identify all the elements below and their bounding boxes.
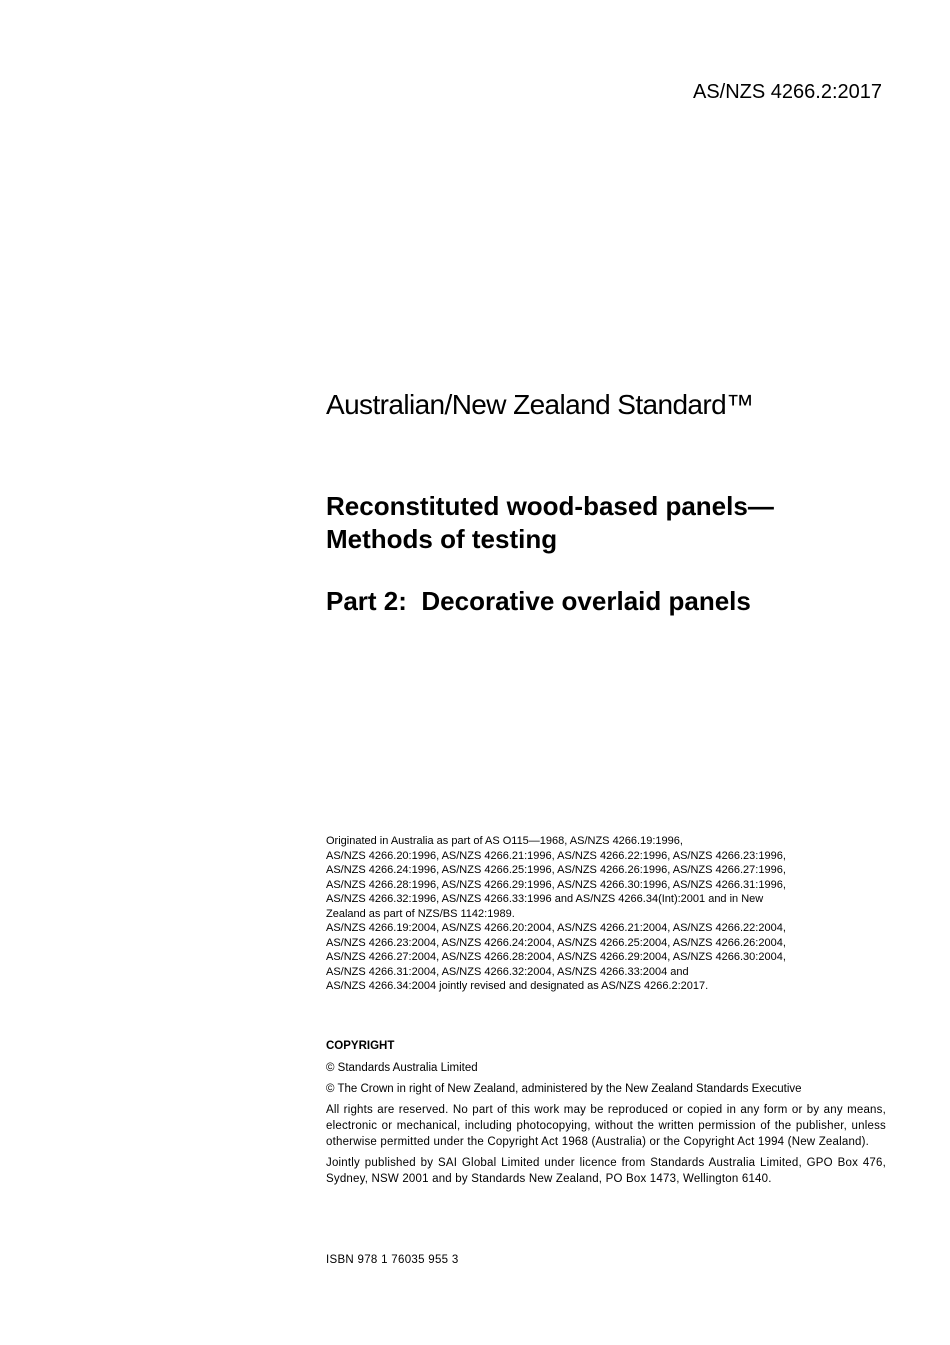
origin-line: AS/NZS 4266.31:2004, AS/NZS 4266.32:2004, AS/NZS 4266.33:2004 and <box>326 965 689 978</box>
origin-line: AS/NZS 4266.34:2004 jointly revised and designated as AS/NZS 4266.2:2017. <box>326 980 709 992</box>
origin-line: AS/NZS 4266.24:1996, AS/NZS 4266.25:1996, AS/NZS 4266.26:1996, AS/NZS 4266.27:1996, <box>326 864 786 876</box>
origin-line: Originated in Australia as part of AS O115—1968, AS/NZS 4266.19:1996, <box>326 835 683 847</box>
copyright-heading: COPYRIGHT <box>326 1040 395 1052</box>
origin-line: AS/NZS 4266.27:2004, AS/NZS 4266.28:2004, AS/NZS 4266.29:2004, AS/NZS 4266.30:2004, <box>326 951 786 963</box>
origin-line: AS/NZS 4266.32:1996, AS/NZS 4266.33:1996 and AS/NZS 4266.34(Int):2001 and in New <box>326 893 764 905</box>
document-title <box>326 490 774 556</box>
part-title: Part 2: Decorative overlaid panels <box>326 586 751 616</box>
copyright-line-standards-australia: © Standards Australia Limited <box>326 1062 478 1074</box>
copyright-section <box>326 1038 886 1192</box>
origin-line: AS/NZS 4266.20:1996, AS/NZS 4266.21:1996, AS/NZS 4266.22:1996, AS/NZS 4266.23:1996, <box>326 849 786 862</box>
origin-line: AS/NZS 4266.23:2004, AS/NZS 4266.24:2004, AS/NZS 4266.25:2004, AS/NZS 4266.26:2004, <box>326 936 786 949</box>
origin-line: AS/NZS 4266.28:1996, AS/NZS 4266.29:1996, AS/NZS 4266.30:1996, AS/NZS 4266.31:1996, <box>326 878 786 891</box>
origin-statement <box>326 834 896 994</box>
publisher-paragraph: Jointly published by SAI Global Limited under licence from Standards Australia Limited, GPO Box 476, Sydney, NSW 2001 and by Standards New Zealand, PO Box 1473, Wellington 6140. <box>326 1157 886 1185</box>
origin-line: AS/NZS 4266.19:2004, AS/NZS 4266.20:2004, AS/NZS 4266.21:2004, AS/NZS 4266.22:2004, <box>326 922 786 934</box>
document-number: AS/NZS 4266.2:2017 <box>692 81 882 103</box>
origin-line: Zealand as part of NZS/BS 1142:1989. <box>326 907 515 920</box>
copyright-line-new-zealand: © The Crown in right of New Zealand, administered by the New Zealand Standards Executive <box>326 1083 802 1095</box>
title-line-2: Methods of testing <box>326 524 558 554</box>
title-line-1: Reconstituted wood-based panels— <box>326 491 774 521</box>
standard-label: Australian/New Zealand Standard™ <box>326 389 754 420</box>
rights-reserved-paragraph: All rights are reserved. No part of this work may be reproduced or copied in any form or by any means, electronic or mechanical, including photocopying, without the written permission of the publisher, unless otherwise permitted under the Copyright Act 1968 (Australia) or the Copyright Act 1994 (New Zealand). <box>326 1104 886 1148</box>
isbn: ISBN 978 1 76035 955 3 <box>326 1254 459 1266</box>
